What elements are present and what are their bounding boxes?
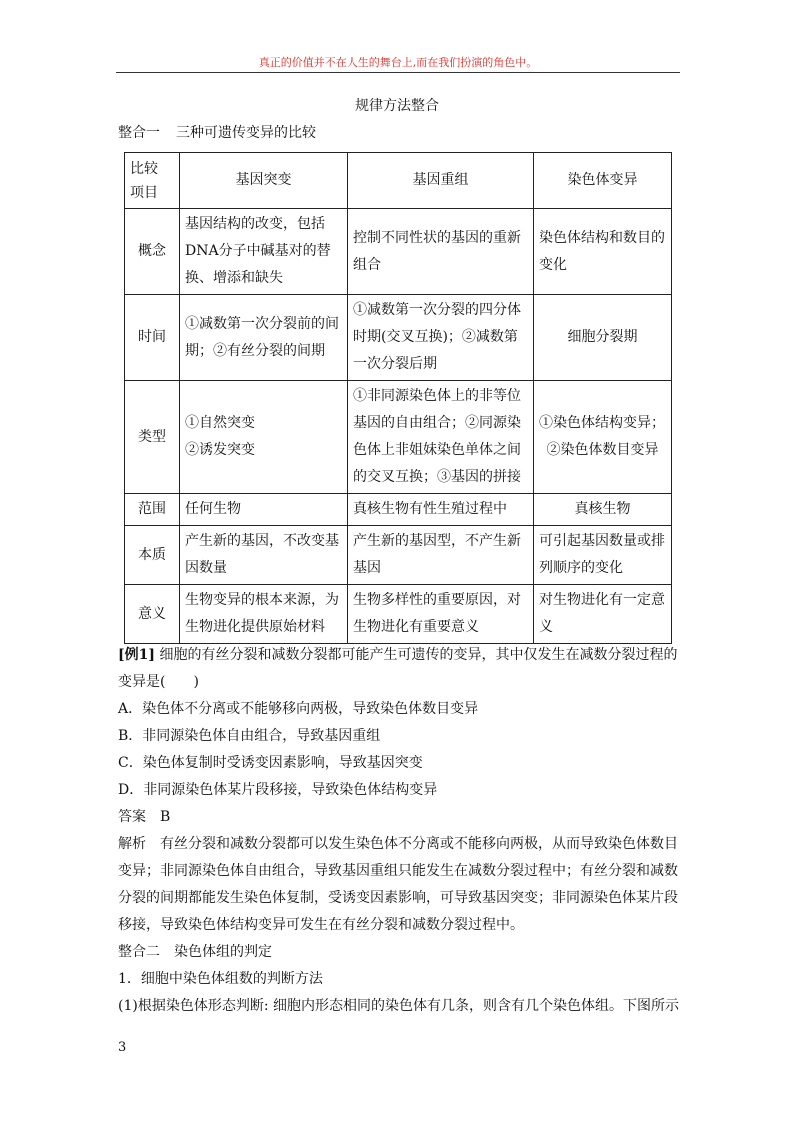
table-row xyxy=(125,381,672,494)
table-cell: 产生新的基因型，不产生新基因 xyxy=(348,526,534,585)
option-a: A．染色体不分离或不能够移向两极，导致染色体数目变异 xyxy=(118,701,479,717)
example1-block xyxy=(118,642,680,1020)
table-cell: 生物变异的根本来源，为生物进化提供原始材料 xyxy=(180,585,348,644)
answer-line xyxy=(118,804,680,831)
option-d: D．非同源染色体某片段移接，导致染色体结构变异 xyxy=(118,782,438,798)
table-cell: ①减数第一次分裂的四分体时期(交叉互换)；②减数第一次分裂后期 xyxy=(348,295,534,381)
header-gene-mutation: 基因突变 xyxy=(180,153,348,209)
type-line: ①自然突变 xyxy=(185,415,255,431)
example1-stem-line2: 变异是( ) xyxy=(118,674,199,690)
table-cell: 可引起基因数量或排列顺序的变化 xyxy=(534,526,672,585)
corner-line-2: 项目 xyxy=(130,184,158,201)
row-label-scope: 范围 xyxy=(125,494,180,526)
header-chromosome-variation: 染色体变异 xyxy=(534,153,672,209)
example1-stem-line1: 细胞的有丝分裂和减数分裂都可能产生可遗传的变异，其中仅发生在减数分裂过程的 xyxy=(159,647,678,663)
table-cell: ①减数第一次分裂前的间期；②有丝分裂的间期 xyxy=(180,295,348,381)
example1-tag: [例1] xyxy=(118,647,155,663)
analysis-line: 变异；非同源染色体自由组合，导致基因重组只能发生在减数分裂过程中；有丝分裂和减数 xyxy=(118,863,678,879)
table-cell: 真核生物有性生殖过程中 xyxy=(348,494,534,526)
section1-heading xyxy=(118,122,316,142)
row-label-significance: 意义 xyxy=(125,585,180,644)
example1-stem xyxy=(118,642,680,669)
table-row xyxy=(125,526,672,585)
row-label-concept: 概念 xyxy=(125,209,180,295)
table-cell: 基因结构的改变，包括DNA分子中碱基对的替换、增添和缺失 xyxy=(180,209,348,295)
table-row xyxy=(125,209,672,295)
section2-heading xyxy=(118,939,680,966)
answer-label: 答案 xyxy=(118,809,146,825)
table-cell: 任何生物 xyxy=(180,494,348,526)
section2-title: 染色体组的判定 xyxy=(174,944,272,960)
table-cell: 真核生物 xyxy=(534,494,672,526)
table-cell: ①非同源染色体上的非等位基因的自由组合；②同源染色体上非姐妹染色单体之间的交叉互换；③基因的拼接 xyxy=(348,381,534,494)
analysis-line: 解析 有丝分裂和减数分裂都可以发生染色体不分离或不能移向两极，从而导致染色体数目 xyxy=(118,836,678,852)
table-header-row xyxy=(125,153,672,209)
section2-item1: 1．细胞中染色体组数的判断方法 xyxy=(118,971,323,987)
table-cell xyxy=(180,381,348,494)
type-line: ②诱发突变 xyxy=(185,442,255,458)
section2-label: 整合二 xyxy=(118,944,160,960)
table-cell: 对生物进化有一定意义 xyxy=(534,585,672,644)
answer-value: B xyxy=(160,809,171,825)
table-row xyxy=(125,494,672,526)
type-line: ①染色体结构变异； xyxy=(539,415,665,431)
table-corner-cell xyxy=(125,153,180,209)
table-cell: 生物多样性的重要原因，对生物进化有重要意义 xyxy=(348,585,534,644)
row-label-essence: 本质 xyxy=(125,526,180,585)
table-cell: 产生新的基因，不改变基因数量 xyxy=(180,526,348,585)
type-line: ②染色体数目变异 xyxy=(546,442,659,458)
page-number: 3 xyxy=(118,1040,127,1055)
corner-line-1: 比较 xyxy=(130,160,158,177)
variation-comparison-table xyxy=(124,152,672,644)
table-cell: 染色体结构和数目的变化 xyxy=(534,209,672,295)
table-row xyxy=(125,585,672,644)
header-motto: 真正的价值并不在人生的舞台上,而在我们扮演的角色中。 xyxy=(258,56,538,69)
row-label-type: 类型 xyxy=(125,381,180,494)
page-title: 规律方法整合 xyxy=(355,98,439,114)
table-row xyxy=(125,295,672,381)
option-b: B．非同源染色体自由组合，导致基因重组 xyxy=(118,728,381,744)
analysis-line: 分裂的间期都能发生染色体复制，受诱变因素影响，可导致基因突变；非同源染色体某片段 xyxy=(118,890,678,906)
analysis-line: 移接，导致染色体结构变异可发生在有丝分裂和减数分裂过程中。 xyxy=(118,917,524,933)
table-cell xyxy=(534,381,672,494)
header-gene-recombination: 基因重组 xyxy=(348,153,534,209)
row-label-time: 时间 xyxy=(125,295,180,381)
header-divider xyxy=(116,72,680,73)
option-c: C．染色体复制时受诱变因素影响，导致基因突变 xyxy=(118,755,423,771)
table-cell: 细胞分裂期 xyxy=(534,295,672,381)
table-cell: 控制不同性状的基因的重新组合 xyxy=(348,209,534,295)
section1-label: 整合一 xyxy=(118,125,160,141)
section2-item1-sub: (1)根据染色体形态判断: 细胞内形态相同的染色体有几条，则含有几个染色体组。下图所示 xyxy=(118,998,679,1014)
section1-title: 三种可遗传变异的比较 xyxy=(176,125,316,141)
